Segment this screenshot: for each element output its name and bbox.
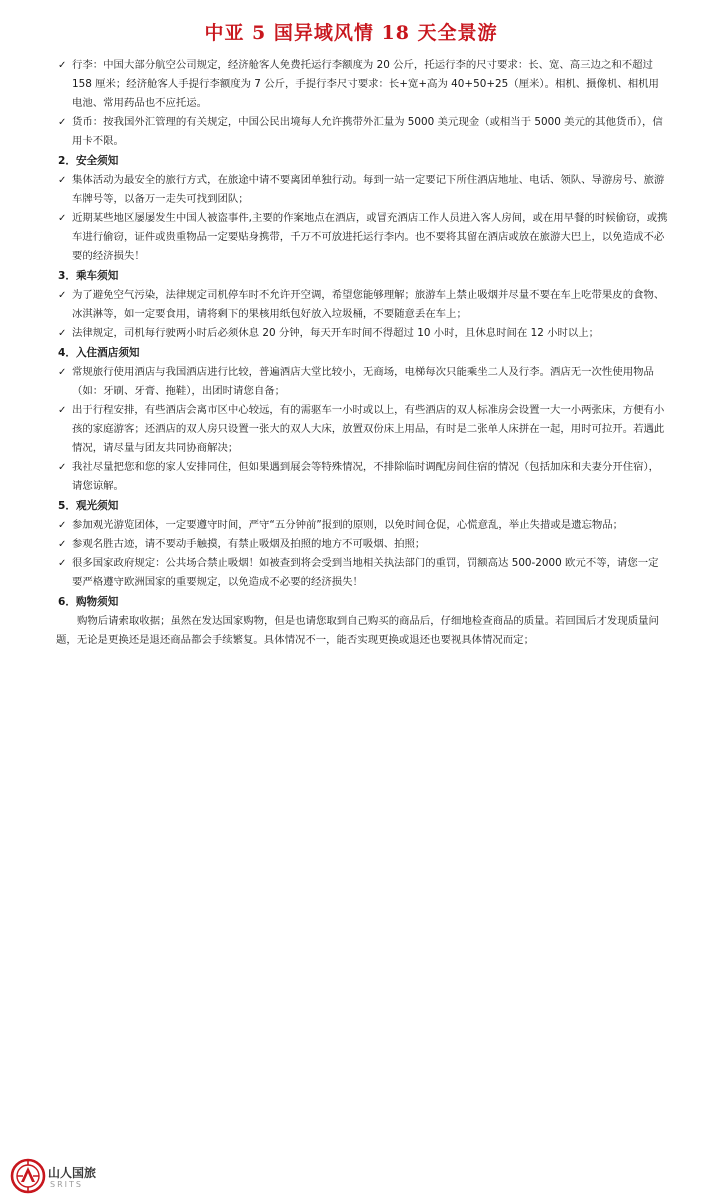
list-item: ✓ 出于行程安排，有些酒店会离市区中心较远，有的需驱车一小时或以上，有些酒店的双人标准房会设置一大一小两张床，方便有小孩的家庭游客；还酒店的双人房只设置一张大的双人大床，放置双份床上用品，有时是二张单人床拼在一起，用时可拉开。若遇此情况，请尽量与团友共同协商解决； — [58, 401, 668, 458]
section-hotel — [58, 344, 668, 496]
section-heading: 6．购物须知 — [58, 596, 119, 608]
check-icon: ✓ — [58, 558, 67, 569]
check-icon: ✓ — [58, 117, 67, 128]
company-logo-icon — [10, 1158, 46, 1194]
list-item: ✓ 近期某些地区屡屡发生中国人被盗事件,主要的作案地点在酒店，或冒充酒店工作人员进入客人房间，或在用早餐的时候偷窃，或携车进行偷窃，证件或贵重物品一定要贴身携带，千万不可放进托运行李内。也不要将其留在酒店或放在旅游大巴上，以免造成不必要的经济损失！ — [58, 209, 668, 266]
shopping-paragraph: 购物后请索取收据；虽然在发达国家购物，但是也请您取到自己购买的商品后，仔细地检查商品的质量。若回国后才发现质量问题，无论是更换还是退还商品都会手续繁复。具体情况不一，能否实现更换或退还也要视具体情况而定； — [56, 615, 659, 646]
section-safety — [58, 152, 668, 266]
section-shopping — [58, 593, 668, 650]
check-icon: ✓ — [58, 213, 67, 224]
list-item: ✓ 我社尽量把您和您的家人安排同住，但如果遇到展会等特殊情况，不排除临时调配房间住宿的情况（包括加床和夫妻分开住宿），请您谅解。 — [58, 458, 668, 496]
company-name-en: SRITS — [50, 1180, 83, 1189]
check-icon: ✓ — [58, 367, 67, 378]
check-icon: ✓ — [58, 405, 67, 416]
list-item: ✓ 常规旅行使用酒店与我国酒店进行比较，普遍酒店大堂比较小，无商场，电梯每次只能乘坐二人及行李。酒店无一次性使用物品（如：牙刷、牙膏、拖鞋），出团时请您自备； — [58, 363, 668, 401]
list-item: ✓ 为了避免空气污染，法律规定司机停车时不允许开空调，希望您能够理解；旅游车上禁止吸烟并尽量不要在车上吃带果皮的食物、冰淇淋等，如一定要食用，请将剩下的果核用纸包好放入垃圾桶，不要随意丢在车上； — [58, 286, 668, 324]
section-heading: 3．乘车须知 — [58, 270, 119, 282]
section-heading: 2．安全须知 — [58, 155, 119, 167]
list-item: ✓ 法律规定，司机每行驶两小时后必须休息 20 分钟，每天开车时间不得超过 10 小时，且休息时间在 12 小时以上； — [58, 324, 668, 343]
notice-content — [58, 56, 668, 650]
list-item: ✓ 货币：按我国外汇管理的有关规定，中国公民出境每人允许携带外汇量为 5000 美元现金（或相当于 5000 美元的其他货币），信用卡不限。 — [58, 113, 668, 151]
check-icon: ✓ — [58, 539, 67, 550]
section-bus — [58, 267, 668, 343]
check-icon: ✓ — [58, 290, 67, 301]
list-item: ✓ 很多国家政府规定：公共场合禁止吸烟！如被查到将会受到当地相关执法部门的重罚，罚额高达 500-2000 欧元不等，请您一定要严格遵守欧洲国家的重要规定，以免造成不必要的经济损失！ — [58, 554, 668, 592]
section-luggage-currency — [58, 56, 668, 151]
check-icon: ✓ — [58, 175, 67, 186]
check-icon: ✓ — [58, 462, 67, 473]
section-heading: 5．观光须知 — [58, 500, 119, 512]
list-item: ✓ 参观名胜古迹，请不要动手触摸，有禁止吸烟及拍照的地方不可吸烟、拍照； — [58, 535, 668, 554]
company-name-cn: 山人国旅 — [48, 1166, 97, 1180]
list-item: ✓ 参加观光游览团体，一定要遵守时间，严守“五分钟前”报到的原则，以免时间仓促，心慌意乱，举止失措或是遗忘物品； — [58, 516, 668, 535]
list-item: ✓ 行李：中国大部分航空公司规定，经济舱客人免费托运行李额度为 20 公斤，托运行李的尺寸要求：长、宽、高三边之和不超过 158 厘米；经济舱客人手提行李额度为 7 公斤，手提行李尺寸要求：长+宽+高为 40+50+25（厘米）。相机、摄像机、相机用电池、常用药品也不应托运。 — [58, 56, 668, 113]
check-icon: ✓ — [58, 520, 67, 531]
list-item: ✓ 集体活动为最安全的旅行方式，在旅途中请不要离团单独行动。每到一站一定要记下所住酒店地址、电话、领队、导游房号、旅游车牌号等，以备万一走失可找到团队； — [58, 171, 668, 209]
section-heading: 4．入住酒店须知 — [58, 347, 140, 359]
page-title: 中亚 5 国异域风情 18 天全景游 — [204, 22, 498, 44]
check-icon: ✓ — [58, 60, 67, 71]
check-icon: ✓ — [58, 328, 67, 339]
company-logo — [10, 1158, 100, 1194]
section-sightseeing — [58, 497, 668, 592]
